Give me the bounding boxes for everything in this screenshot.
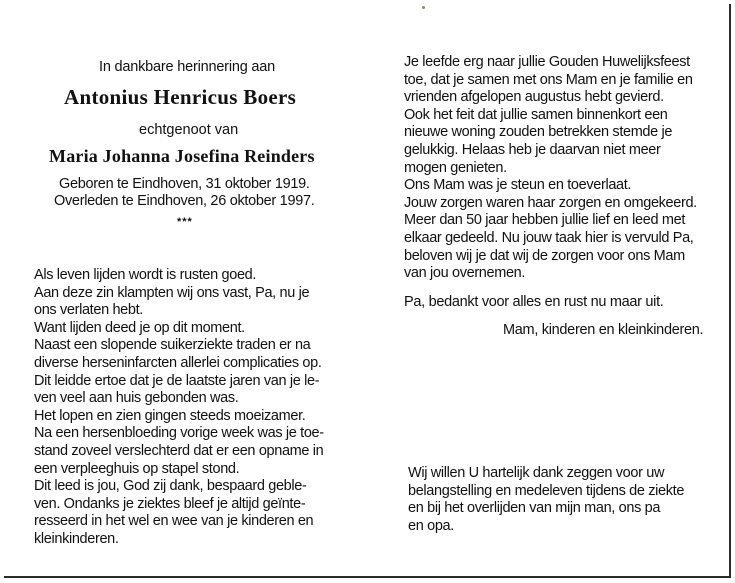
poem-line: ven. Ondanks je ziektes bleef je altijd geïnte- <box>34 495 306 512</box>
intro-text: In dankbare herinnering aan <box>99 59 275 75</box>
poem-line: ons verlaten hebt. <box>34 302 143 319</box>
spouse-name: Maria Johanna Josefina Reinders <box>49 146 315 166</box>
death-line: Overleden te Eindhoven, 26 oktober 1997. <box>54 193 315 209</box>
tribute-line: vrienden afgelopen augustus hebt gevierd. <box>404 89 664 106</box>
tribute-line: mogen genieten. <box>404 159 507 176</box>
tribute-line: toe, dat je samen met ons Mam en je familie en <box>404 71 693 88</box>
poem-line: Aan deze zin klampten wij ons vast, Pa, nu je <box>34 284 310 301</box>
poem-line: Na een hersenbloeding vorige week was je toe- <box>34 425 324 442</box>
spouse-label: echtgenoot van <box>139 122 239 138</box>
poem-line: ven veel aan huis gebonden was. <box>34 390 239 407</box>
thanks-line: Wij willen U hartelijk dank zeggen voor uw <box>408 465 665 481</box>
tribute-line: Jouw zorgen waren haar zorgen en omgekeerd. <box>404 194 697 211</box>
deceased-name: Antonius Henricus Boers <box>64 85 297 109</box>
poem-line: een verpleeghuis op stapel stond. <box>34 460 240 477</box>
thanks-line: en opa. <box>408 517 454 534</box>
poem <box>34 267 333 549</box>
tribute-line: Je leefde erg naar jullie Gouden Huwelijksfeest <box>404 54 690 70</box>
tribute-line: Ook het feit dat jullie samen binnenkort een <box>404 106 668 123</box>
tribute-line: beloven wij je dat wij de zorgen voor ons Mam <box>404 247 685 264</box>
thanks-line: en bij het overlijden van mijn man, ons pa <box>408 500 661 517</box>
poem-line: Als leven lijden wordt is rusten goed. <box>34 267 257 283</box>
tribute-line: gelukkig. Helaas heb je daarvan niet meer <box>404 141 661 158</box>
tribute-line: nieuwe woning zouden betrekken stemde je <box>404 124 673 141</box>
farewell-line: Pa, bedankt voor alles en rust nu maar uit. <box>404 294 664 310</box>
tribute-line: van jou overnemen. <box>404 265 526 282</box>
tribute-line: Ons Mam was je steun en toeverlaat. <box>404 177 632 194</box>
tribute-text <box>404 54 704 283</box>
poem-line: stand zoveel verslechterd dat er een opname in <box>34 442 324 459</box>
birth-line: Geboren te Eindhoven, 31 oktober 1919. <box>59 176 310 192</box>
poem-line: resseerd in het wel en wee van je kinderen en <box>34 513 314 530</box>
print-speck <box>422 6 425 9</box>
tribute-line: elkaar gedeeld. Nu jouw taak hier is vervuld Pa, <box>404 229 694 246</box>
thanks-note <box>408 465 698 535</box>
poem-line: Dit leidde ertoe dat je de laatste jaren van je le- <box>34 372 320 389</box>
poem-line: kleinkinderen. <box>34 530 119 547</box>
tribute-line: Meer dan 50 jaar hebben jullie lief en leed met <box>404 212 685 229</box>
poem-line: Want lijden deed je op dit moment. <box>34 319 245 336</box>
life-dates <box>54 176 314 210</box>
family-signature: Mam, kinderen en kleinkinderen. <box>503 322 704 338</box>
thanks-line: belangstelling en medeleven tijdens de ziekte <box>408 482 685 499</box>
poem-line: Naast een slopende suikerziekte traden er na <box>34 337 311 354</box>
poem-line: Dit leed is jou, God zij dank, bespaard geble- <box>34 478 307 495</box>
separator: *** <box>177 216 193 228</box>
poem-line: diverse herseninfarcten allerlei complicaties op. <box>34 354 322 371</box>
memorial-card <box>4 4 731 578</box>
poem-line: Het lopen en zien gingen steeds moeizamer. <box>34 407 306 424</box>
